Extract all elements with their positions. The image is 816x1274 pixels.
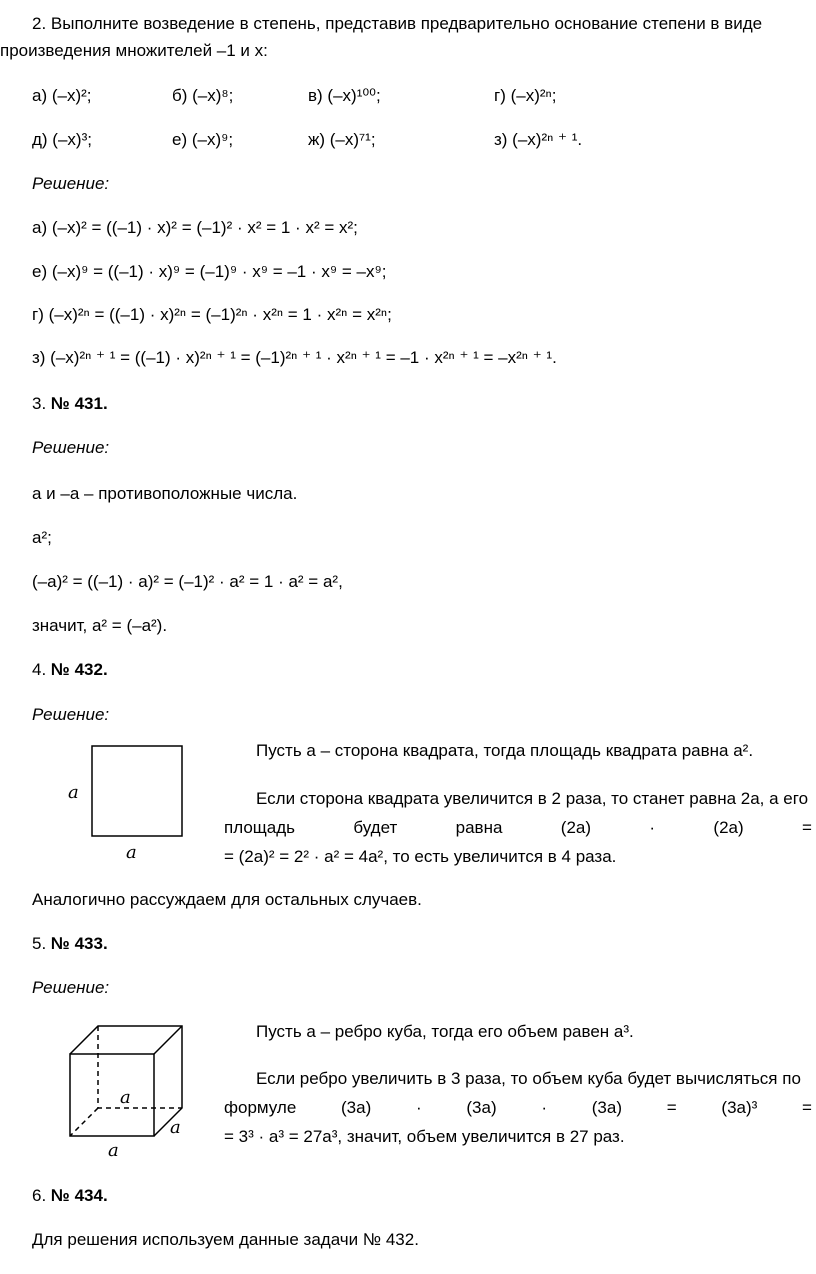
cube-hidden-edge	[70, 1108, 98, 1136]
justified-word: (2a)	[560, 818, 592, 837]
task4-p2	[224, 784, 812, 871]
task2-item: б) (–x)⁸;	[172, 86, 234, 105]
justified-word: (3a)	[341, 1098, 372, 1117]
task-title: № 433.	[50, 934, 108, 953]
justified-word: =	[802, 1098, 812, 1117]
solution-label: Решение:	[32, 174, 110, 193]
square-side-label: a	[68, 782, 79, 803]
task2-line2: произведения множителей –1 и x:	[0, 41, 268, 60]
task5-p2-first	[224, 1064, 812, 1093]
justified-word: (2a)	[713, 818, 744, 837]
cube-figure	[60, 1018, 200, 1163]
justified-word: ·	[649, 818, 656, 837]
justified-word: равна	[455, 818, 503, 837]
task-title: № 432.	[50, 660, 108, 679]
task4-p2-justified	[224, 813, 812, 842]
task3-line: a²;	[32, 528, 52, 547]
justified-word: =	[802, 818, 812, 837]
task-number: 6.	[32, 1186, 51, 1205]
cube-bottom-label: a	[108, 1140, 119, 1161]
task3-line: (–a)² = ((–1) · a)² = (–1)² · a² = 1 · a² = a²,	[32, 572, 343, 591]
square-figure	[60, 738, 200, 868]
task-number: 5.	[32, 934, 51, 953]
justified-word: (3a)	[466, 1098, 497, 1117]
cube-inner-label: a	[120, 1087, 131, 1108]
task5-heading	[32, 934, 108, 954]
task3-line: значит, a² = (–a²).	[32, 616, 168, 635]
task4-p2-last: = (2a)² = 2² · a² = 4a², то есть увеличится в 4 раза.	[224, 847, 617, 866]
solution-line: а) (–x)² = ((–1) · x)² = (–1)² · x² = 1 · x² = x²;	[32, 218, 358, 237]
task2-item: е) (–x)⁹;	[172, 130, 234, 149]
task4-heading	[32, 660, 108, 680]
task5-p2-last: = 3³ · a³ = 27a³, значит, объем увеличится в 27 раз.	[224, 1127, 625, 1146]
task2-item: г) (–x)²ⁿ;	[494, 86, 557, 105]
solution-line: г) (–x)²ⁿ = ((–1) · x)²ⁿ = (–1)²ⁿ · x²ⁿ = 1 · x²ⁿ = x²ⁿ;	[32, 305, 392, 324]
task-number: 3.	[32, 394, 51, 413]
task-title: № 434.	[50, 1186, 108, 1205]
task-title: № 431.	[50, 394, 108, 413]
justified-word: ·	[541, 1098, 548, 1117]
task2-item: в) (–x)¹⁰⁰;	[308, 86, 381, 105]
justified-word: будет	[353, 818, 398, 837]
text: Если ребро увеличить в 3 раза, то объем куба будет вычисляться по	[256, 1069, 801, 1088]
task4-p2-first	[224, 784, 812, 813]
task5-p2-justified	[224, 1093, 812, 1122]
task2-item: з) (–x)²ⁿ ⁺ ¹.	[494, 130, 583, 149]
solution-line: з) (–x)²ⁿ ⁺ ¹ = ((–1) · x)²ⁿ ⁺ ¹ = (–1)²ⁿ ⁺ ¹ · x²ⁿ ⁺ ¹ = –1 · x²ⁿ ⁺ ¹ = –x²ⁿ ⁺ ¹.	[32, 348, 557, 367]
task2-item: ж) (–x)⁷¹;	[308, 130, 376, 149]
task3-line: a и –a – противоположные числа.	[32, 484, 298, 503]
task2-item: д) (–x)³;	[32, 130, 92, 149]
justified-word: площадь	[224, 818, 295, 837]
solution-label: Решение:	[32, 978, 110, 997]
task2-item: а) (–x)²;	[32, 86, 92, 105]
task4-after: Аналогично рассуждаем для остальных случаев.	[32, 890, 422, 909]
solution-label: Решение:	[32, 705, 110, 724]
solution-label: Решение:	[32, 438, 110, 457]
justified-word: ·	[415, 1098, 422, 1117]
cube-side-label: a	[170, 1117, 181, 1138]
task3-heading	[32, 394, 108, 414]
justified-word: (3a)³	[721, 1098, 758, 1117]
text: Если сторона квадрата увеличится в 2 раза, то станет равна 2a, а его	[256, 789, 809, 808]
justified-word: =	[666, 1098, 677, 1117]
justified-word: (3a)	[591, 1098, 622, 1117]
square-shape	[92, 746, 182, 836]
task2-line1	[32, 14, 812, 34]
square-bottom-label: a	[126, 842, 137, 863]
task6-line: Для решения используем данные задачи № 432.	[32, 1230, 419, 1249]
justified-word: формуле	[224, 1098, 297, 1117]
cube-edge	[154, 1026, 182, 1054]
task2-text: 2. Выполните возведение в степень, представив предварительно основание степени в виде	[32, 14, 763, 33]
solution-line: е) (–x)⁹ = ((–1) · x)⁹ = (–1)⁹ · x⁹ = –1 · x⁹ = –x⁹;	[32, 262, 387, 281]
task5-p1: Пусть a – ребро куба, тогда его объем равен a³.	[256, 1022, 634, 1041]
task5-p2	[224, 1064, 812, 1151]
task4-p1: Пусть a – сторона квадрата, тогда площадь квадрата равна a².	[256, 741, 754, 760]
task-number: 4.	[32, 660, 51, 679]
task6-heading	[32, 1186, 108, 1206]
